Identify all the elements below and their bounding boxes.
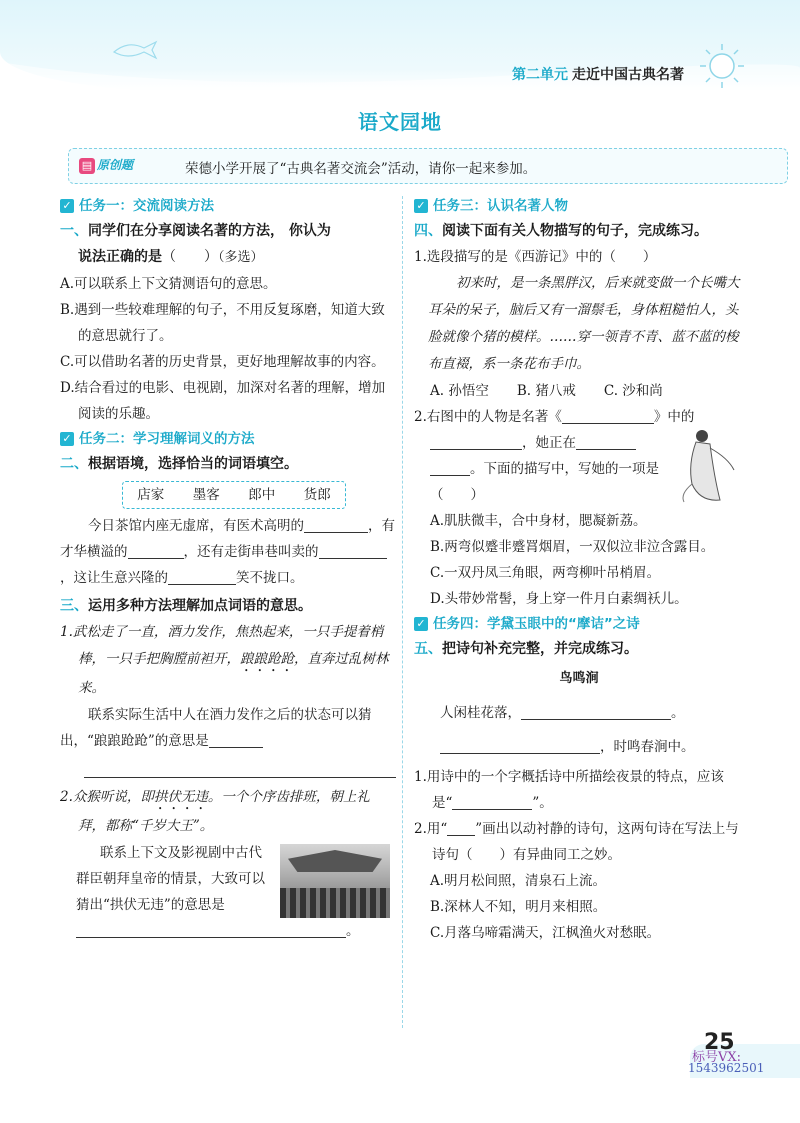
q3-item-2: 2.众猴听说，即拱伏无违。一个个序齿排班，朝上礼拜，都称“千岁大王”。 (60, 789, 370, 834)
q5-2-option-b[interactable]: B.深林人不知，明月来相照。 (430, 899, 607, 915)
q1-option-a[interactable]: A.可以联系上下文猜测语句的意思。 (60, 276, 277, 292)
fill-blank[interactable] (521, 702, 671, 720)
q4-1-option-a[interactable]: A. 孙悟空 (430, 383, 489, 399)
q4-number: 四、 (414, 223, 442, 239)
fill-blank[interactable] (440, 736, 600, 754)
q4-passage: 初来时，是一条黑胖汉，后来就变做一个长嘴大耳朵的呆子，脑后又有一溜鬃毛，身体粗糙怕人，头脸就像个猪的模样。……穿一领青不青、蓝不蓝的梭布直裰，系一条花布手巾。 (428, 275, 740, 372)
unit-header (512, 64, 684, 84)
q1-option-d[interactable]: D.结合看过的电影、电视剧，加深对名著的理解，增加阅读的乐趣。 (60, 380, 386, 422)
q4-1-option-c[interactable]: C. 沙和尚 (603, 383, 663, 399)
q2-number: 二、 (60, 456, 88, 472)
q4-text: 阅读下面有关人物描写的句子，完成练习。 (442, 223, 708, 239)
q5-number: 五、 (414, 641, 442, 657)
poem-line-2: ，时鸣春涧中。 (414, 734, 744, 760)
underline-sample (447, 818, 475, 836)
q3-number: 三、 (60, 598, 88, 614)
task3-label: 任务三：认识名著人物 (433, 198, 568, 214)
watermark-line-1: 标号VX: (692, 1050, 742, 1065)
q3-item-1-task: 联系实际生活中人在酒力发作之后的状态可以猜出，“踉踉跄跄”的意思是 (60, 707, 372, 749)
q1-line2: 说法正确的是 (78, 249, 162, 265)
question-5 (414, 636, 744, 662)
poem-line-1: 人闲桂花落， 。 (414, 700, 744, 726)
original-badge-label: 原创题 (97, 158, 134, 172)
fill-blank[interactable] (168, 567, 236, 585)
watermark-line-2: 1543962501 (688, 1061, 765, 1075)
answer-line[interactable] (76, 920, 346, 938)
original-badge (79, 156, 133, 174)
q4-1-options (414, 378, 744, 404)
fish-icon (112, 38, 158, 60)
column-divider (402, 196, 403, 1028)
fill-blank[interactable] (319, 541, 387, 559)
answer-line-full[interactable] (84, 758, 396, 778)
q4-1-option-b[interactable]: B. 猪八戒 (516, 383, 576, 399)
q3-text: 运用多种方法理解加点词语的意思。 (88, 598, 312, 614)
intro-box (68, 148, 788, 184)
task1-label: 任务一：交流阅读方法 (79, 198, 214, 214)
q1-line1: 同学们在分享阅读名著的方法， 你认为 (88, 223, 331, 239)
q5-item-2: 2.用“ ”画出以动衬静的诗句，这两句诗在写法上与诗句（ ）有异曲同工之妙。 (414, 816, 744, 868)
right-column (414, 194, 744, 946)
q5-text: 把诗句补充完整，并完成练习。 (442, 641, 638, 657)
fill-blank[interactable] (128, 541, 184, 559)
fill-blank[interactable] (452, 792, 532, 810)
q4-2-option-b[interactable]: B.两弯似蹙非蹙罥烟眉，一双似泣非泣含露目。 (430, 539, 715, 555)
unit-label: 第二单元 (512, 67, 568, 83)
q1-note: （多选） (218, 250, 264, 265)
q3-item-2-task: 联系上下文及影视剧中古代群臣朝拜皇帝的情景，大致可以猜出“拱伏无违”的意思是。 (76, 845, 360, 939)
word-bank (122, 481, 346, 509)
dotted-word: 拱伏无违 (153, 789, 208, 805)
court-photo (280, 844, 390, 918)
book-icon: ▤ (79, 158, 95, 174)
q5-2-option-a[interactable]: A.明月松间照，清泉石上流。 (430, 873, 607, 889)
task-heading (414, 194, 744, 218)
q4-item-1: 1.选段描写的是《西游记》中的（ ） (414, 249, 657, 265)
checkbox-icon: ✓ (60, 432, 74, 446)
question-1-cont (60, 244, 396, 271)
word-item: 店家 (137, 487, 165, 503)
intro-text: 荣德小学开展了“古典名著交流会”活动，请你一起来参加。 (185, 161, 537, 177)
left-column (60, 194, 396, 944)
q4-item-2: 2.右图中的人物是名著《 》中的 (414, 404, 744, 430)
q3-item-1: 1.武松走了一直，酒力发作，焦热起来，一只手提着梢棒，一只手把胸膛前袒开，踉踉跄跄，直奔过乱树林来。 (60, 624, 389, 696)
checkbox-icon: ✓ (414, 617, 428, 631)
fill-blank[interactable] (304, 515, 368, 533)
task4-label: 任务四：学黛玉眼中的“摩诘”之诗 (433, 616, 640, 632)
question-1 (60, 218, 396, 244)
page-title: 语文园地 (358, 110, 442, 134)
checkbox-icon: ✓ (60, 199, 74, 213)
question-3 (60, 593, 396, 619)
fill-blank[interactable] (562, 406, 654, 424)
task2-label: 任务二：学习理解词义的方法 (79, 431, 255, 447)
q5-item-1: 1.用诗中的一个字概括诗中所描绘夜景的特点，应该是“ ”。 (414, 769, 724, 811)
word-item: 墨客 (192, 487, 220, 503)
task-heading (60, 427, 396, 451)
word-item: 货郎 (303, 487, 331, 503)
q1-paren: （ ） (162, 249, 218, 265)
page-number: 25 (704, 1030, 735, 1055)
dotted-word: 踉踉跄跄 (240, 651, 294, 667)
sun-icon (694, 42, 750, 90)
q1-option-b[interactable]: B.遇到一些较难理解的句子，不用反复琢磨，知道大致的意思就行了。 (60, 302, 385, 344)
task-heading (60, 194, 396, 218)
q2-text: 根据语境，选择恰当的词语填空。 (88, 456, 298, 472)
q4-2-option-c[interactable]: C.一双丹凤三角眼，两弯柳叶吊梢眉。 (430, 565, 661, 581)
q4-item-2-cont: ，她正在 。下面的描写中，写她的一项是（ ） (414, 430, 744, 508)
task-heading (414, 612, 744, 636)
fill-blank[interactable] (430, 432, 522, 450)
q4-2-option-a[interactable]: A.肌肤微丰，合中身材，腮凝新荔。 (430, 513, 647, 529)
q1-option-c[interactable]: C.可以借助名著的历史背景，更好地理解故事的内容。 (60, 354, 385, 370)
question-2 (60, 451, 396, 477)
word-item: 郎中 (248, 487, 276, 503)
daiyu-figure (670, 424, 740, 504)
unit-title: 走近中国古典名著 (572, 67, 684, 83)
answer-line[interactable] (209, 730, 263, 748)
q2-passage: 今日茶馆内座无虚席，有医术高明的 ，有才华横溢的 ，还有走街串巷叫卖的，这让生意兴隆的 笑不拢口。 (60, 513, 396, 591)
checkbox-icon: ✓ (414, 199, 428, 213)
fill-blank[interactable] (430, 458, 470, 476)
poem-title: 鸟鸣涧 (559, 671, 599, 686)
q5-2-option-c[interactable]: C.月落乌啼霜满天，江枫渔火对愁眠。 (430, 925, 661, 941)
fill-blank[interactable] (576, 432, 636, 450)
question-4 (414, 218, 744, 244)
q4-2-option-d[interactable]: D.头带妙常髻，身上穿一件月白素绸袄儿。 (430, 591, 688, 607)
q1-number: 一、 (60, 223, 88, 239)
